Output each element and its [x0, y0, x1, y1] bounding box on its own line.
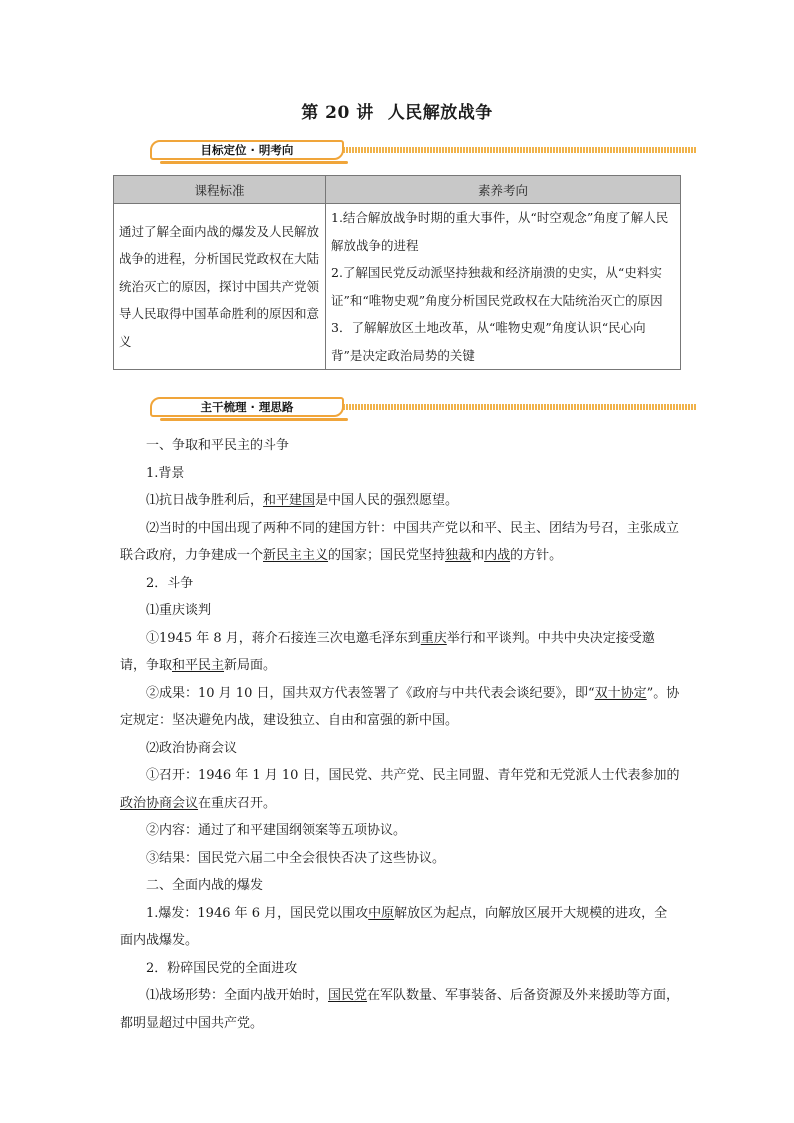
- banner-stripe: [310, 404, 696, 410]
- paragraph: ③结果：国民党六届二中全会很快否决了这些协议。: [146, 850, 446, 866]
- paragraph: 1.爆发：1946 年 6 月，国民党以围攻中原解放区为起点，向解放区展开大规模的进攻，全面内战爆发。: [120, 905, 668, 948]
- heading-level2: 2．粉碎国民党的全面进攻: [146, 960, 298, 976]
- literacy-cell: [326, 204, 681, 370]
- table-header-row: [114, 176, 681, 204]
- section-label-goals: 目标定位 · 明考向: [150, 140, 344, 160]
- section-label-outline: 主干梳理 · 理思路: [150, 397, 344, 417]
- table-header-standard: 课程标准: [114, 176, 326, 204]
- heading-level1: 二、全面内战的爆发: [146, 878, 264, 893]
- heading-level2: 1.背景: [146, 465, 185, 481]
- lesson-number: 第 20 讲: [301, 103, 374, 123]
- key-term: 政治协商会议: [120, 795, 199, 811]
- key-term: 新民主主义: [263, 548, 329, 563]
- paragraph: ①1945 年 8 月，蒋介石接连三次电邀毛泽东到重庆举行和平谈判。中共中央决定接受邀请，争取和平民主新局面。: [120, 630, 655, 673]
- course-standard-cell: 通过了解全面内战的爆发及人民解放战争的进程，分析国民党政权在大陆统治灭亡的原因，探讨中国共产党领导人民取得中国革命胜利的原因和意义: [114, 204, 326, 370]
- heading-level3: ⑴重庆谈判: [146, 603, 212, 618]
- paragraph: ②成果：10 月 10 日，国共双方代表签署了《政府与中共代表会谈纪要》，即“双十协定”。协定规定：坚决避免内战，建设独立、自由和富强的新中国。: [120, 685, 680, 728]
- banner-stripe: [310, 147, 696, 153]
- section-banner-goals: [150, 140, 696, 162]
- key-term: 和平民主: [172, 658, 225, 673]
- paragraph: ⑴抗日战争胜利后，和平建国是中国人民的强烈愿望。: [146, 493, 459, 508]
- key-term: 双十协定: [594, 685, 647, 701]
- key-term: 独裁: [445, 548, 472, 563]
- standards-table: [113, 175, 681, 370]
- literacy-item: 3．了解解放区土地改革，从“唯物史观”角度认识“民心向背”是决定政治局势的关键: [331, 320, 646, 363]
- key-term: 重庆: [420, 630, 447, 646]
- literacy-item: 2.了解国民党反动派坚持独裁和经济崩溃的史实，从“史料实证”和“唯物史观”角度分析国民党政权在大陆统治灭亡的原因: [331, 265, 663, 308]
- key-term: 国民党: [328, 988, 368, 1003]
- section-banner-outline: [150, 397, 696, 419]
- heading-level3: ⑵政治协商会议: [146, 740, 238, 756]
- heading-level2: 2．斗争: [146, 575, 194, 591]
- paragraph: ②内容：通过了和平建国纲领案等五项协议。: [146, 823, 407, 838]
- lesson-title: [0, 98, 794, 123]
- key-term: 和平建国: [263, 493, 316, 508]
- table-header-literacy: 素养考向: [326, 176, 681, 204]
- table-row: [114, 204, 681, 370]
- paragraph: ⑵当时的中国出现了两种不同的建国方针：中国共产党以和平、民主、团结为号召，主张成立联合政府，力争建成一个新民主主义的国家；国民党坚持独裁和内战的方针。: [120, 520, 680, 563]
- main-content: [120, 432, 680, 1037]
- key-term: 内战: [484, 548, 511, 563]
- lesson-topic: 人民解放战争: [387, 103, 493, 123]
- key-term: 中原: [368, 905, 395, 921]
- paragraph: ⑴战场形势：全面内战开始时，国民党在军队数量、军事装备、后备资源及外来援助等方面，都明显超过中国共产党。: [120, 988, 680, 1031]
- paragraph: ①召开：1946 年 1 月 10 日，国民党、共产党、民主同盟、青年党和无党派人士代表参加的政治协商会议在重庆召开。: [120, 768, 680, 811]
- heading-level1: 一、争取和平民主的斗争: [146, 438, 290, 453]
- literacy-item: 1.结合解放战争时期的重大事件，从“时空观念”角度了解人民解放战争的进程: [331, 210, 669, 253]
